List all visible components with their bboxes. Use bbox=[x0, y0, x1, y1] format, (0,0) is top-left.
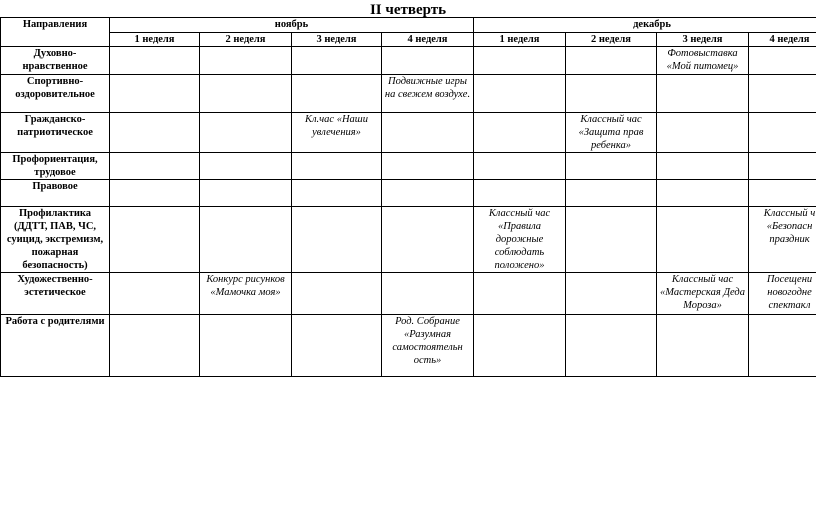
event-cell bbox=[474, 315, 566, 377]
week-header: 3 неделя bbox=[657, 33, 749, 47]
event-cell: Конкурс рисунков «Мамочка моя» bbox=[200, 273, 292, 315]
week-header: 4 неделя bbox=[382, 33, 474, 47]
event-cell bbox=[110, 273, 200, 315]
event-cell: Подвижные игры на свежем воздухе. bbox=[382, 75, 474, 113]
direction-cell: Работа с родителями bbox=[1, 315, 110, 377]
month-header-row bbox=[1, 18, 816, 33]
page-title: II четверть bbox=[369, 2, 447, 18]
event-cell bbox=[657, 153, 749, 180]
event-cell bbox=[474, 273, 566, 315]
week-header: 4 неделя bbox=[749, 33, 816, 47]
event-cell bbox=[110, 315, 200, 377]
direction-cell: Спортивно- оздоровительное bbox=[1, 75, 110, 113]
event-cell: Кл.час «Наши увлечения» bbox=[292, 113, 382, 153]
event-cell bbox=[749, 153, 816, 180]
event-cell bbox=[474, 180, 566, 207]
table-row bbox=[1, 180, 816, 207]
event-cell bbox=[382, 153, 474, 180]
direction-cell: Художественно- эстетическое bbox=[1, 273, 110, 315]
event-cell bbox=[200, 113, 292, 153]
event-cell bbox=[566, 180, 657, 207]
direction-cell: Правовое bbox=[1, 180, 110, 207]
event-cell bbox=[110, 75, 200, 113]
event-cell bbox=[474, 47, 566, 75]
table-row bbox=[1, 315, 816, 377]
event-cell: Род. Собрание «Разумная самостоятельн ость» bbox=[382, 315, 474, 377]
week-header: 3 неделя bbox=[292, 33, 382, 47]
event-cell bbox=[110, 180, 200, 207]
event-cell bbox=[566, 315, 657, 377]
event-cell bbox=[292, 47, 382, 75]
direction-cell: Профориентация, трудовое bbox=[1, 153, 110, 180]
table-row bbox=[1, 47, 816, 75]
event-cell bbox=[292, 180, 382, 207]
event-cell bbox=[657, 180, 749, 207]
week-header: 2 неделя bbox=[200, 33, 292, 47]
table-row bbox=[1, 153, 816, 180]
event-cell bbox=[566, 207, 657, 273]
event-cell bbox=[292, 153, 382, 180]
table-row bbox=[1, 75, 816, 113]
event-cell bbox=[749, 315, 816, 377]
event-cell bbox=[200, 315, 292, 377]
event-cell bbox=[110, 113, 200, 153]
event-cell bbox=[200, 180, 292, 207]
week-header: 2 неделя bbox=[566, 33, 657, 47]
direction-cell: Гражданско- патриотическое bbox=[1, 113, 110, 153]
event-cell bbox=[657, 207, 749, 273]
event-cell bbox=[292, 75, 382, 113]
month-november: ноябрь bbox=[110, 18, 474, 33]
week-header: 1 неделя bbox=[110, 33, 200, 47]
event-cell bbox=[566, 153, 657, 180]
event-cell bbox=[657, 315, 749, 377]
event-cell bbox=[292, 207, 382, 273]
event-cell bbox=[474, 75, 566, 113]
event-cell: Классный час «Правила дорожные соблюдать положено» bbox=[474, 207, 566, 273]
month-december: декабрь bbox=[474, 18, 816, 33]
event-cell bbox=[200, 207, 292, 273]
event-cell bbox=[474, 153, 566, 180]
event-cell bbox=[382, 273, 474, 315]
event-cell bbox=[566, 75, 657, 113]
event-cell: Посещени новогодне спектакл bbox=[749, 273, 816, 315]
event-cell bbox=[566, 47, 657, 75]
event-cell: Классный час «Мастерская Деда Мороза» bbox=[657, 273, 749, 315]
event-cell bbox=[749, 113, 816, 153]
event-cell bbox=[200, 153, 292, 180]
event-cell bbox=[566, 273, 657, 315]
event-cell bbox=[110, 153, 200, 180]
plan-table bbox=[0, 17, 816, 377]
event-cell bbox=[382, 113, 474, 153]
event-cell: Классный час «Защита прав ребенка» bbox=[566, 113, 657, 153]
directions-header: Направления bbox=[1, 18, 110, 47]
event-cell bbox=[474, 113, 566, 153]
week-header: 1 неделя bbox=[474, 33, 566, 47]
event-cell bbox=[292, 273, 382, 315]
event-cell: Классный ч «Безопасн праздник bbox=[749, 207, 816, 273]
event-cell bbox=[749, 75, 816, 113]
event-cell bbox=[382, 180, 474, 207]
direction-cell: Духовно- нравственное bbox=[1, 47, 110, 75]
event-cell: Фотовыставка «Мой питомец» bbox=[657, 47, 749, 75]
event-cell bbox=[657, 75, 749, 113]
event-cell bbox=[749, 47, 816, 75]
event-cell bbox=[382, 47, 474, 75]
event-cell bbox=[292, 315, 382, 377]
event-cell bbox=[382, 207, 474, 273]
table-row bbox=[1, 207, 816, 273]
table-row bbox=[1, 273, 816, 315]
event-cell bbox=[110, 207, 200, 273]
week-header-row bbox=[1, 33, 816, 47]
table-row bbox=[1, 113, 816, 153]
event-cell bbox=[657, 113, 749, 153]
event-cell bbox=[200, 47, 292, 75]
event-cell bbox=[200, 75, 292, 113]
event-cell bbox=[110, 47, 200, 75]
event-cell bbox=[749, 180, 816, 207]
direction-cell: Профилактика (ДДТТ, ПАВ, ЧС, суицид, экстремизм, пожарная безопасность) bbox=[1, 207, 110, 273]
